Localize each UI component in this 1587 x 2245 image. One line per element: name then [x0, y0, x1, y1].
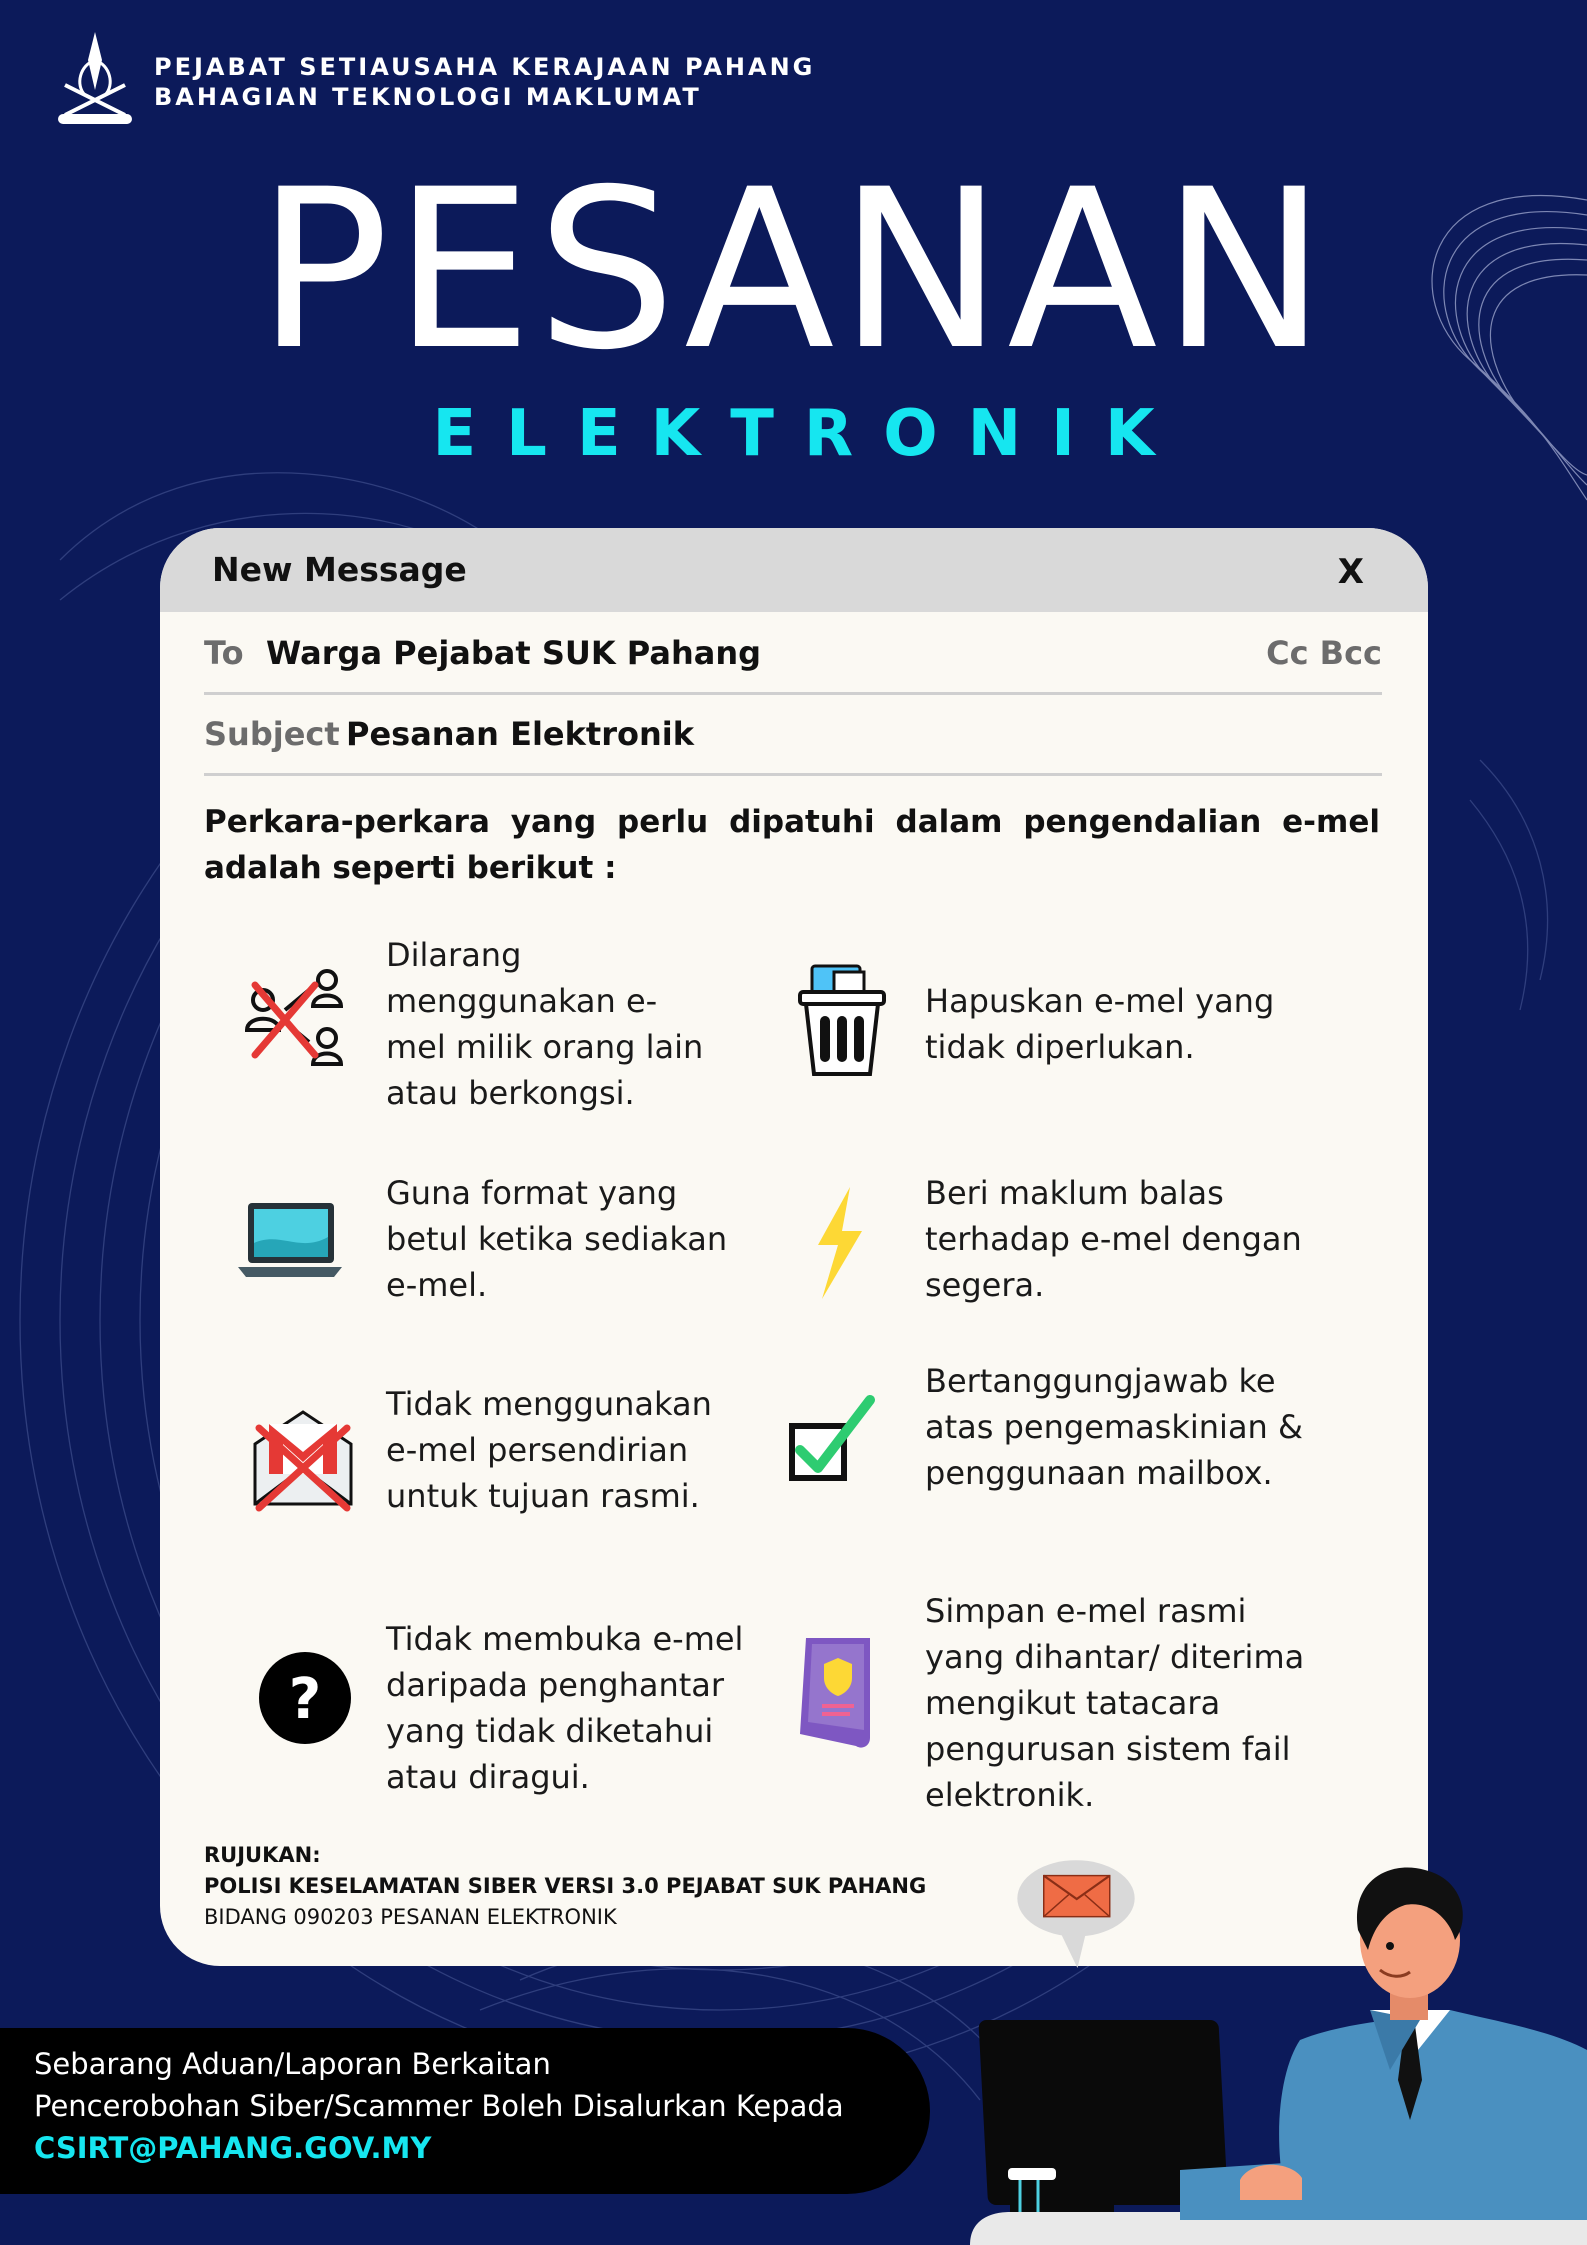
item-text: Tidak membuka e-mel daripada penghantar yang tidak diketahui atau diragui.: [386, 1620, 744, 1796]
page-title: PESANAN: [256, 142, 1331, 398]
header: [50, 30, 850, 130]
footer-text: [34, 2043, 844, 2169]
to-field[interactable]: [204, 612, 1382, 695]
item-text: Bertanggungjawab ke atas pengemaskinian & penggunaan mailbox.: [925, 1362, 1303, 1492]
svg-text:?: ?: [288, 1667, 322, 1732]
question-icon: [245, 1638, 365, 1758]
footer-line-2: Pencerobohan Siber/Scammer Boleh Disalurkan Kepada: [34, 2089, 844, 2123]
no-personal-mail-icon: [243, 1398, 363, 1518]
person-illustration: [950, 1860, 1587, 2245]
to-label: To: [204, 634, 244, 672]
intro-text: Perkara-perkara yang perlu dipatuhi dalam pengendalian e-mel adalah seperti berikut :: [204, 804, 1380, 886]
subject-value: Pesanan Elektronik: [346, 715, 694, 753]
item-text: Tidak menggunakan e-mel persendirian untuk tujuan rasmi.: [386, 1385, 712, 1515]
window-title-bar: [160, 528, 1428, 612]
item-text: Hapuskan e-mel yang tidak diperlukan.: [925, 982, 1275, 1066]
item-text: Simpan e-mel rasmi yang dihantar/ diterima mengikut tatacara pengurusan sistem fail elektronik.: [925, 1592, 1305, 1814]
org-line-2: BAHAGIAN TEKNOLOGI MAKLUMAT: [154, 83, 702, 111]
trash-icon: [782, 962, 902, 1082]
subject-label: Subject: [204, 715, 340, 753]
compose-window: [160, 528, 1428, 1966]
page-subtitle: ELEKTRONIK: [432, 397, 1185, 471]
item-text: Dilarang menggunakan e-mel milik orang lain atau berkongsi.: [386, 936, 704, 1112]
to-value: Warga Pejabat SUK Pahang: [266, 634, 762, 672]
subject-field[interactable]: [204, 693, 1382, 776]
org-line-1: PEJABAT SETIAUSAHA KERAJAAN PAHANG: [154, 53, 816, 81]
footer-email-link[interactable]: CSIRT@PAHANG.GOV.MY: [34, 2131, 432, 2165]
window-title: New Message: [212, 550, 467, 589]
footer-line-1: Sebarang Aduan/Laporan Berkaitan: [34, 2047, 551, 2081]
reference-policy: POLISI KESELAMATAN SIBER VERSI 3.0 PEJABAT SUK PAHANG: [204, 1874, 927, 1898]
close-button[interactable]: X: [1337, 552, 1364, 592]
cc-bcc-button[interactable]: Cc Bcc: [1266, 634, 1382, 672]
checkbox-icon: [782, 1386, 902, 1506]
laptop-icon: [230, 1183, 350, 1303]
organization-name: [154, 52, 815, 112]
document-shield-icon: [778, 1630, 898, 1750]
no-sharing-icon: [235, 960, 355, 1080]
item-text: Beri maklum balas terhadap e-mel dengan segera.: [925, 1174, 1302, 1304]
lightning-icon: [780, 1183, 900, 1303]
item-text: Guna format yang betul ketika sediakan e-mel.: [386, 1174, 728, 1304]
emblem-icon: [50, 30, 140, 130]
reference-section: BIDANG 090203 PESANAN ELEKTRONIK: [204, 1905, 617, 1929]
reference-label: RUJUKAN:: [204, 1843, 321, 1867]
reference-block: [204, 1840, 926, 1933]
